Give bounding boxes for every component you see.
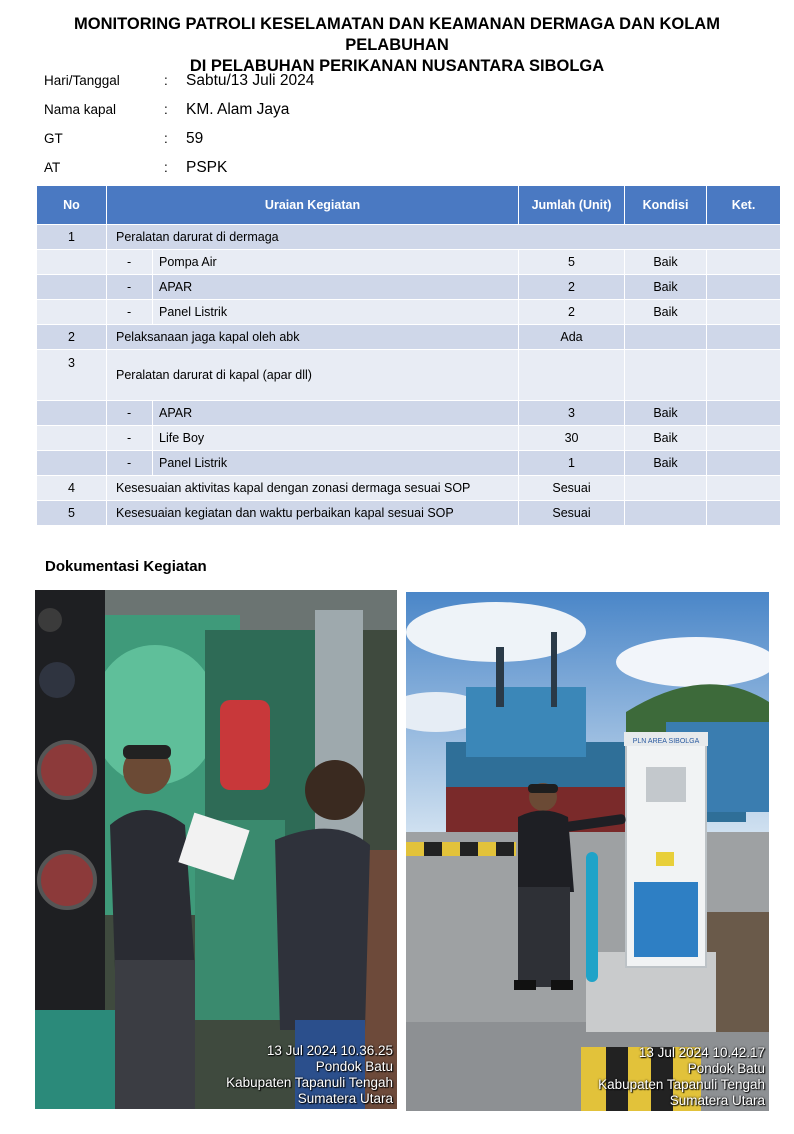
- stamp-province: Sumatera Utara: [669, 1093, 765, 1108]
- stamp-datetime: 13 Jul 2024 10.36.25: [266, 1043, 393, 1058]
- row-jumlah: [519, 350, 625, 401]
- info-colon: :: [164, 131, 168, 146]
- row-kondisi: Baik: [625, 401, 707, 426]
- table-row: [37, 401, 781, 426]
- row-kondisi: Baik: [625, 451, 707, 476]
- table-row: [37, 300, 781, 325]
- row-no: [37, 426, 107, 451]
- row-ket: [707, 300, 781, 325]
- row-kondisi: [625, 501, 707, 526]
- title-line-1: MONITORING PATROLI KESELAMATAN DAN KEAMANAN DERMAGA DAN KOLAM PELABUHAN: [74, 15, 720, 54]
- table-row: [37, 426, 781, 451]
- row-no: [37, 401, 107, 426]
- row-ket: [707, 401, 781, 426]
- info-label: GT: [44, 131, 63, 146]
- stamp-regency: Kabupaten Tapanuli Tengah: [226, 1075, 393, 1090]
- row-ket: [707, 250, 781, 275]
- row-item: Panel Listrik: [153, 451, 519, 476]
- header-jumlah: Jumlah (Unit): [519, 186, 625, 225]
- info-value: 59: [186, 129, 204, 147]
- info-value: KM. Alam Jaya: [186, 100, 290, 118]
- row-no: 2: [37, 325, 107, 350]
- row-text: Peralatan darurat di kapal (apar dll): [107, 350, 519, 401]
- title-line-2: DI PELABUHAN PERIKANAN NUSANTARA SIBOLGA: [189, 57, 605, 75]
- row-ket: [707, 350, 781, 401]
- row-no: [37, 250, 107, 275]
- row-item: Life Boy: [153, 426, 519, 451]
- info-row-gt: [44, 124, 314, 153]
- row-text: Pelaksanaan jaga kapal oleh abk: [107, 325, 519, 350]
- table-row: [37, 250, 781, 275]
- row-jumlah: 2: [519, 300, 625, 325]
- row-jumlah: 30: [519, 426, 625, 451]
- photo-2-stamp: [598, 1045, 765, 1109]
- photo-1-stamp: [226, 1043, 393, 1107]
- row-kondisi: Baik: [625, 300, 707, 325]
- info-label: Nama kapal: [44, 102, 117, 117]
- table-header-row: [37, 186, 781, 225]
- info-label: AT: [44, 160, 61, 175]
- row-text: Peralatan darurat di dermaga: [107, 225, 781, 250]
- row-jumlah: 5: [519, 250, 625, 275]
- row-dash: -: [107, 401, 153, 426]
- photo-2-illustration: [406, 592, 769, 1111]
- header-no: No: [37, 186, 107, 225]
- header-kondisi: Kondisi: [625, 186, 707, 225]
- row-jumlah: Ada: [519, 325, 625, 350]
- row-item: APAR: [153, 401, 519, 426]
- row-no: [37, 451, 107, 476]
- row-ket: [707, 451, 781, 476]
- table-row: [37, 451, 781, 476]
- row-dash: -: [107, 451, 153, 476]
- row-ket: [707, 476, 781, 501]
- row-text: Kesesuaian aktivitas kapal dengan zonasi dermaga sesuai SOP: [107, 476, 519, 501]
- header-ket: Ket.: [707, 186, 781, 225]
- row-dash: -: [107, 250, 153, 275]
- info-label: Hari/Tanggal: [44, 73, 120, 88]
- table-row: [37, 501, 781, 526]
- row-dash: -: [107, 275, 153, 300]
- info-value: PSPK: [186, 158, 228, 176]
- table-row: [37, 325, 781, 350]
- station-sign-text: PLN AREA SIBOLGA: [632, 738, 700, 745]
- row-no: [37, 275, 107, 300]
- info-colon: :: [164, 102, 168, 117]
- row-ket: [707, 275, 781, 300]
- row-dash: -: [107, 426, 153, 451]
- row-kondisi: [625, 325, 707, 350]
- info-row-at: [44, 153, 314, 182]
- row-item: Pompa Air: [153, 250, 519, 275]
- row-no: 1: [37, 225, 107, 250]
- info-value: Sabtu/13 Juli 2024: [186, 71, 315, 89]
- row-kondisi: [625, 476, 707, 501]
- row-ket: [707, 426, 781, 451]
- row-no: 5: [37, 501, 107, 526]
- row-no: [37, 300, 107, 325]
- info-colon: :: [164, 73, 168, 88]
- info-row-ship-name: [44, 95, 314, 124]
- row-ket: [707, 501, 781, 526]
- row-kondisi: Baik: [625, 275, 707, 300]
- table-row: [37, 225, 781, 250]
- table-row: [37, 275, 781, 300]
- stamp-datetime: 13 Jul 2024 10.42.17: [638, 1045, 765, 1060]
- stamp-location: Pondok Batu: [687, 1061, 765, 1076]
- activity-table: [36, 185, 781, 526]
- row-jumlah: 1: [519, 451, 625, 476]
- info-colon: :: [164, 160, 168, 175]
- photo-1-illustration: [35, 590, 397, 1109]
- row-jumlah: Sesuai: [519, 476, 625, 501]
- documentation-photo-1: [35, 590, 397, 1109]
- documentation-title: Dokumentasi Kegiatan: [45, 558, 207, 575]
- table-row: [37, 476, 781, 501]
- info-row-date: [44, 66, 314, 95]
- row-item: APAR: [153, 275, 519, 300]
- header-uraian: Uraian Kegiatan: [107, 186, 519, 225]
- row-kondisi: [625, 350, 707, 401]
- row-text: Kesesuaian kegiatan dan waktu perbaikan kapal sesuai SOP: [107, 501, 519, 526]
- row-dash: -: [107, 300, 153, 325]
- row-jumlah: Sesuai: [519, 501, 625, 526]
- vessel-info: [44, 66, 314, 182]
- row-jumlah: 2: [519, 275, 625, 300]
- row-item: Panel Listrik: [153, 300, 519, 325]
- stamp-location: Pondok Batu: [315, 1059, 393, 1074]
- row-ket: [707, 325, 781, 350]
- row-no: 4: [37, 476, 107, 501]
- documentation-photo-2: [406, 592, 769, 1111]
- row-kondisi: Baik: [625, 250, 707, 275]
- table-row: [37, 350, 781, 401]
- stamp-province: Sumatera Utara: [297, 1091, 393, 1106]
- row-jumlah: 3: [519, 401, 625, 426]
- row-kondisi: Baik: [625, 426, 707, 451]
- row-no: 3: [37, 350, 107, 401]
- stamp-regency: Kabupaten Tapanuli Tengah: [598, 1077, 765, 1092]
